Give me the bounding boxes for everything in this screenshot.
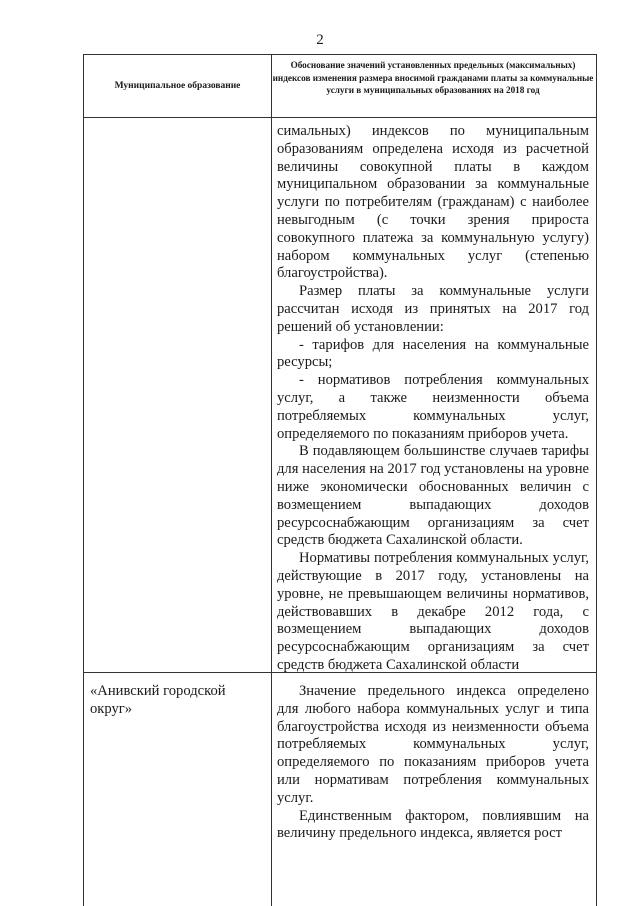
document-table	[83, 54, 597, 906]
row1-paragraph: симальных) индексов по муниципальным образованиям определена исходя из расчетной величины совокупной платы в каждом муниципальном образовании за коммунальные услуги по потребителям (гражданам) с наиболее невыгодным (с точки зрения прироста совокупного платежа за коммунальную услугу) набором коммунальных услуг (степенью благоустройства).	[277, 123, 589, 282]
header-justification: Обоснование значений установленных предельных (максимальных) индексов изменения размера вносимой гражданами платы за коммунальные услуги в муниципальных образованиях на 2018 год	[272, 60, 594, 95]
row1-paragraph: - нормативов потребления коммунальных услуг, а также неизменности объема потребляемых коммунальных услуг, определяемого по показаниям приборов учета.	[277, 372, 589, 442]
page-number: 2	[316, 32, 324, 48]
column-divider	[271, 55, 272, 906]
row1-justification-text	[277, 123, 589, 675]
row2-paragraph: Единственным фактором, повлиявшим на величину предельного индекса, является рост	[277, 807, 589, 842]
row1-paragraph: Размер платы за коммунальные услуги рассчитан исходя из принятых на 2017 год решений об установлении:	[277, 283, 589, 335]
header-municipality: Муниципальное образование	[114, 81, 241, 91]
row1-divider	[84, 672, 596, 673]
row2-municipality-name: «Анивский городской округ»	[90, 683, 226, 717]
row1-paragraph: - тарифов для населения на коммунальные ресурсы;	[277, 336, 589, 371]
header-row-divider	[84, 117, 596, 118]
row2-justification-text	[277, 683, 589, 843]
row1-paragraph: Нормативы потребления коммунальных услуг, действующие в 2017 году, установлены на уровне, не превышающем величины нормативов, действовавших в декабре 2012 года, с возмещением выпадающих доходов ресурсоснабжающим организациям за счет средств бюджета Сахалинской области	[277, 550, 589, 673]
row1-paragraph: В подавляющем большинстве случаев тарифы для населения на 2017 год установлены на уровне ниже экономически обоснованных величин с возмещением выпадающих доходов ресурсоснабжающим организациям за счет средств бюджета Сахалинской области.	[277, 443, 589, 549]
row2-paragraph: Значение предельного индекса определено для любого набора коммунальных услуг и типа благоустройства исходя из неизменности объема потребляемых коммунальных услуг, определяемого по показаниям приборов учета или нормативам потребления коммунальных услуг.	[277, 683, 589, 806]
